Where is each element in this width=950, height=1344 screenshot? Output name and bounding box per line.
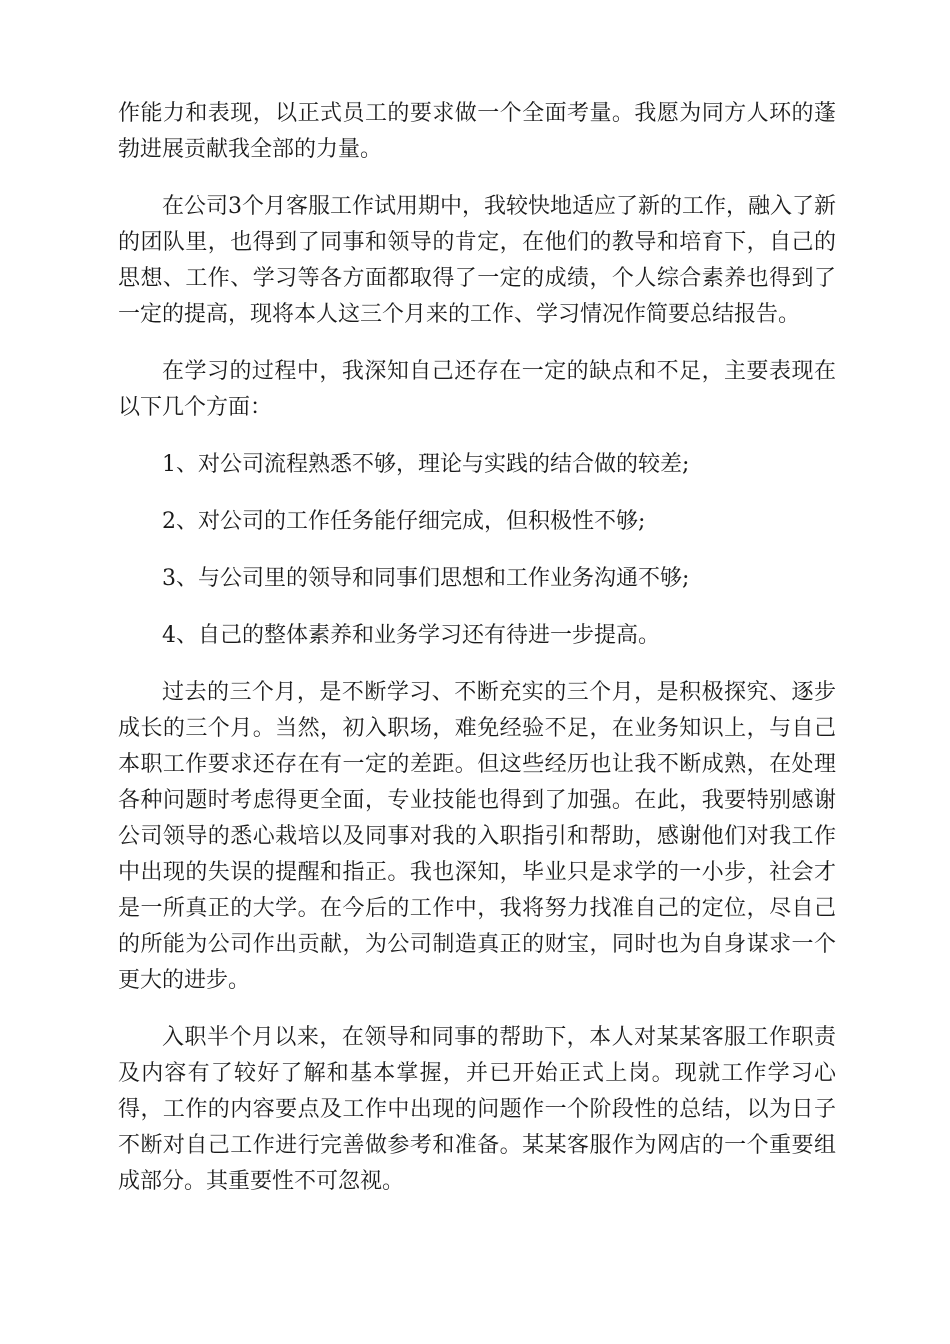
document-body [118,96,836,1221]
list-item: 2、对公司的工作任务能仔细完成，但积极性不够; [162,509,646,534]
paragraph-shortcomings-intro: 在学习的过程中，我深知自己还存在一定的缺点和不足，主要表现在以下几个方面： [118,359,836,420]
paragraph-continuation: 作能力和表现，以正式员工的要求做一个全面考量。我愿为同方人环的蓬勃进展贡献我全部的力量。 [118,101,836,162]
paragraph-reflection: 过去的三个月，是不断学习、不断充实的三个月，是积极探究、逐步成长的三个月。当然，初入职场，难免经验不足，在业务知识上，与自己本职工作要求还存在有一定的差距。但这些经历也让我不断成熟，在处理各种问题时考虑得更全面，专业技能也得到了加强。在此，我要特别感谢公司领导的悉心栽培以及同事对我的入职指引和帮助，感谢他们对我工作中出现的失误的提醒和指正。我也深知，毕业只是求学的一小步，社会才是一所真正的大学。在今后的工作中，我将努力找准自己的定位，尽自己的所能为公司作出贡献，为公司制造真正的财宝，同时也为自身谋求一个更大的进步。 [118,680,836,993]
list-item: 3、与公司里的领导和同事们思想和工作业务沟通不够; [162,566,690,591]
paragraph-half-month-summary: 入职半个月以来，在领导和同事的帮助下，本人对某某客服工作职责及内容有了较好了解和基本掌握，并已开始正式上岗。现就工作学习心得，工作的内容要点及工作中出现的问题作一个阶段性的总结，以为日子不断对自己工作进行完善做参考和准备。某某客服作为网店的一个重要组成部分。其重要性不可忽视。 [118,1025,836,1194]
list-item: 1、对公司流程熟悉不够，理论与实践的结合做的较差; [162,452,690,477]
paragraph-probation-summary: 在公司3个月客服工作试用期中，我较快地适应了新的工作，融入了新的团队里，也得到了同事和领导的肯定，在他们的教导和培育下，自己的思想、工作、学习等各方面都取得了一定的成绩，个人综合素养也得到了一定的提高，现将本人这三个月来的工作、学习情况作简要总结报告。 [118,194,836,327]
list-item: 4、自己的整体素养和业务学习还有待进一步提高。 [162,623,660,648]
